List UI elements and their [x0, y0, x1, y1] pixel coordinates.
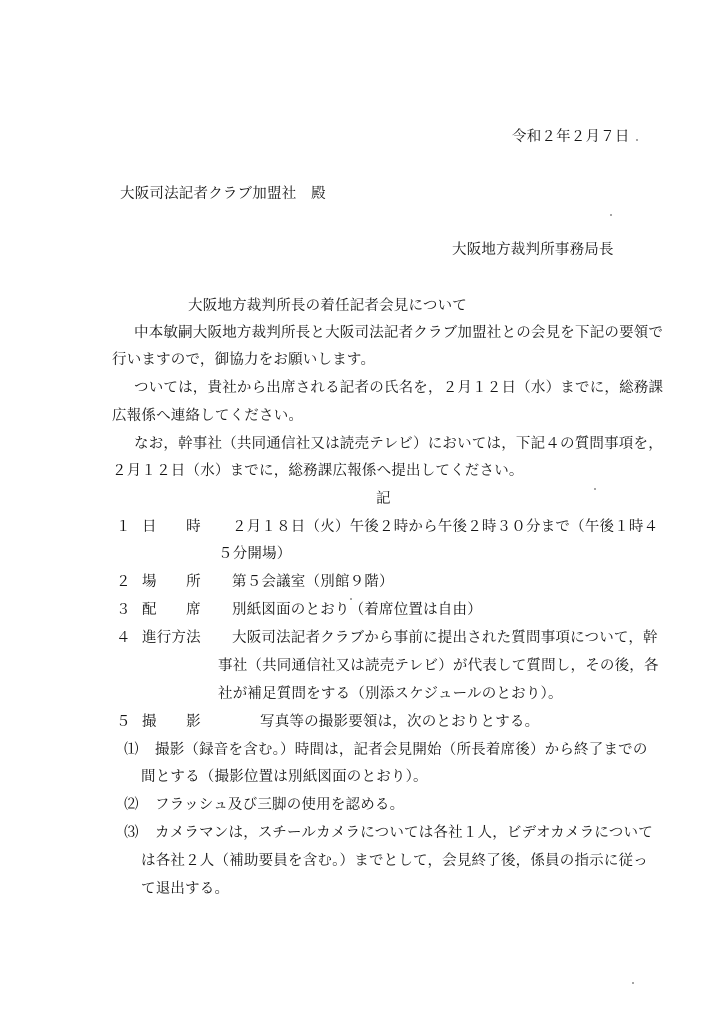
- item-number: １: [116, 519, 131, 535]
- addressee: 大阪司法記者クラブ加盟社 殿: [120, 186, 326, 202]
- item-label-photography: 撮 影: [142, 714, 201, 730]
- item-seating: 別紙図面のとおり（着席位置は自由）: [232, 602, 482, 618]
- subitem-number: ⑴: [124, 742, 139, 758]
- scan-speck: [632, 982, 634, 984]
- item-procedure-line-2: 事社（共同通信社又は読売テレビ）が代表して質問し，その後，各: [218, 658, 659, 674]
- document-date: 令和２年２月７日: [512, 129, 630, 145]
- body-paragraph-1-line-2: 行いますので，御協力をお願いします。: [112, 352, 376, 368]
- subitem-1-line-2: 間とする（撮影位置は別紙図面のとおり）。: [141, 769, 428, 785]
- scan-speck: [594, 488, 596, 490]
- item-label-datetime: 日 時: [142, 519, 201, 535]
- item-datetime-line-1: ２月１８日（火）午後２時から午後２時３０分まで（午後１時４: [232, 519, 659, 535]
- item-number: ２: [116, 574, 131, 590]
- item-number: ３: [116, 602, 131, 618]
- scan-speck: [636, 139, 638, 141]
- item-label-seating: 配 席: [142, 602, 201, 618]
- body-paragraph-1-line-1: 中本敏嗣大阪地方裁判所長と大阪司法記者クラブ加盟社との会見を下記の要領で: [134, 325, 664, 341]
- subitem-2-line-1: フラッシュ及び三脚の使用を認める。: [155, 797, 405, 813]
- subitem-1-line-1: 撮影（録音を含む。）時間は，記者会見開始（所長着席後）から終了までの: [155, 742, 648, 758]
- item-procedure-line-1: 大阪司法記者クラブから事前に提出された質問事項について，幹: [232, 630, 658, 646]
- body-paragraph-3-line-2: ２月１２日（水）までに，総務課広報係へ提出してください。: [112, 463, 524, 479]
- body-paragraph-2-line-1: ついては，貴社から出席される記者の氏名を，２月１２日（水）までに，総務課: [134, 380, 664, 396]
- item-number: ４: [116, 630, 131, 646]
- item-label-procedure: 進行方法: [142, 630, 201, 646]
- item-procedure-line-3: 社が補足質問をする（別添スケジュールのとおり）。: [218, 686, 563, 702]
- item-datetime-line-2: ５分開場）: [218, 546, 292, 562]
- document-title: 大阪地方裁判所長の着任記者会見について: [188, 298, 468, 314]
- subitem-number: ⑶: [124, 825, 139, 841]
- body-paragraph-2-line-2: 広報係へ連絡してください。: [112, 408, 304, 424]
- ki-heading: 記: [376, 491, 391, 507]
- item-photography: 写真等の撮影要領は，次のとおりとする。: [260, 714, 540, 730]
- scan-speck: [610, 214, 612, 216]
- item-location: 第５会議室（別館９階）: [232, 574, 394, 590]
- item-label-location: 場 所: [142, 574, 201, 590]
- subitem-3-line-2: は各社２人（補助要員を含む。）までとして，会見終了後，係員の指示に従っ: [141, 853, 648, 869]
- subitem-3-line-1: カメラマンは，スチールカメラについては各社１人，ビデオカメラについて: [155, 825, 653, 841]
- body-paragraph-3-line-1: なお，幹事社（共同通信社又は読売テレビ）においては，下記４の質問事項を，: [134, 436, 663, 452]
- subitem-3-line-3: て退出する。: [141, 881, 230, 897]
- scan-speck: [350, 598, 352, 600]
- subitem-number: ⑵: [124, 797, 139, 813]
- sender: 大阪地方裁判所事務局長: [452, 242, 614, 258]
- item-number: ５: [116, 714, 131, 730]
